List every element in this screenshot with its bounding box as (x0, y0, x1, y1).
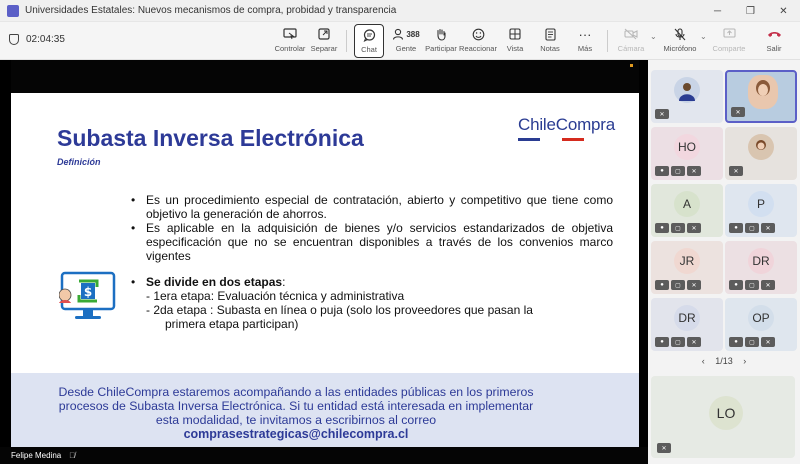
smiley-icon (472, 24, 485, 44)
presenter-name-bar (0, 447, 648, 464)
user-icon: ● (729, 223, 743, 233)
mic-off-icon: 🎙̸ (69, 451, 76, 460)
stage-two-text: - 2da etapa : Subasta en línea o puja (solo los proveedores que pasan la (146, 303, 533, 317)
share-screen-icon (723, 24, 736, 44)
tile-badges (655, 166, 701, 176)
stages-colon: : (282, 275, 286, 289)
computer-money-icon (59, 269, 117, 325)
mic-off-icon: ✕ (657, 443, 671, 453)
notes-button[interactable] (537, 24, 563, 58)
raise-hand-button[interactable] (425, 24, 457, 58)
mic-off-icon (674, 24, 686, 44)
user-icon: ● (655, 280, 669, 290)
mic-off-icon: ✕ (687, 166, 701, 176)
participant-tile-video[interactable] (725, 127, 797, 180)
people-count: 388 (406, 29, 420, 39)
mas-label: Más (577, 44, 593, 53)
participants-gallery (648, 60, 800, 464)
camera-off-icon: ▢ (671, 166, 685, 176)
chilecompra-logo (518, 115, 615, 141)
camera-off-icon: ▢ (745, 223, 759, 233)
notas-label: Notas (540, 44, 560, 53)
slide-subtitle: Definición (57, 157, 101, 167)
title-bar (0, 0, 800, 22)
user-icon: ● (655, 337, 669, 347)
participant-tile[interactable] (725, 298, 797, 351)
tile-badges (655, 280, 701, 290)
mic-off-icon: ✕ (687, 337, 701, 347)
mic-off-icon: ✕ (687, 223, 701, 233)
more-button[interactable] (572, 24, 598, 58)
bullet-item (131, 193, 613, 221)
mic-off-icon: ✕ (761, 280, 775, 290)
notes-icon (545, 24, 556, 44)
user-icon: ● (655, 223, 669, 233)
bullet-dot-icon: • (131, 221, 136, 235)
participant-photo (748, 75, 778, 109)
shield-icon (9, 34, 19, 45)
bullet-text: Es un procedimiento especial de contratación, abierto y competitivo que tiene como objetivo la generación de ahorros. (146, 193, 613, 221)
participant-initials: DR (674, 305, 700, 331)
footer-line: esta modalidad, te invitamos a escribirnos al correo (155, 413, 437, 427)
bullet-item (131, 221, 613, 263)
vista-label: Vista (506, 44, 524, 53)
participant-tile[interactable] (651, 241, 723, 294)
chat-label: Chat (361, 45, 377, 54)
tile-badges (729, 337, 775, 347)
chat-button[interactable] (354, 24, 384, 58)
footer-email: comprasestrategicas@chilecompra.cl (183, 427, 409, 441)
bullet-dot-icon: • (131, 193, 136, 207)
meeting-toolbar (0, 22, 800, 60)
share-button[interactable] (712, 24, 746, 58)
mic-off-icon: ✕ (687, 280, 701, 290)
mic-off-icon: ✕ (731, 107, 745, 117)
meeting-timer (9, 34, 65, 45)
maximize-icon[interactable]: ❐ (746, 5, 755, 17)
participant-initials: JR (674, 248, 700, 274)
chevron-right-icon[interactable]: › (743, 356, 747, 366)
chevron-left-icon[interactable]: ‹ (701, 356, 705, 366)
more-icon: ··· (578, 26, 592, 42)
bullet-dot-icon: • (131, 275, 136, 289)
participant-tile[interactable] (651, 184, 723, 237)
microfono-label: Micrófono (663, 44, 697, 53)
window-controls (701, 0, 800, 22)
slide-footer (11, 373, 639, 451)
reaccionar-label: Reaccionar (459, 44, 497, 53)
camera-off-icon (624, 24, 638, 44)
slide-top-bar (11, 60, 639, 93)
mic-options-chevron-icon[interactable]: ⌄ (700, 32, 707, 41)
camera-options-chevron-icon[interactable]: ⌄ (650, 32, 657, 41)
participant-tile-large[interactable] (651, 376, 795, 458)
footer-line: procesos de Subasta Inversa Electrónica. Si tu entidad está interesada en implementar (58, 399, 534, 413)
controlar-button[interactable] (273, 24, 307, 58)
phone-hangup-icon (767, 24, 782, 44)
grid-view-icon (509, 24, 521, 44)
salir-label: Salir (766, 44, 782, 53)
camera-off-icon: ▢ (745, 337, 759, 347)
view-button[interactable] (502, 24, 528, 58)
footer-message (11, 385, 581, 441)
camera-off-icon: ▢ (671, 223, 685, 233)
participant-tile[interactable] (725, 241, 797, 294)
participant-photo (748, 134, 774, 160)
leave-button[interactable] (760, 24, 788, 58)
mic-off-icon: ✕ (655, 109, 669, 119)
user-icon: ● (655, 166, 669, 176)
svg-text:$: $ (83, 285, 93, 299)
tile-badges (731, 107, 745, 117)
hand-icon (435, 24, 447, 44)
tile-badges (729, 166, 743, 176)
camera-off-icon: ▢ (745, 280, 759, 290)
logo-text: ChileCompra (518, 115, 616, 134)
definition-bullets (131, 193, 613, 331)
people-icon (392, 24, 419, 44)
separar-button[interactable] (309, 24, 339, 58)
stage-two-text-continued: primera etapa participan) (165, 317, 299, 331)
indicator-dot (630, 64, 633, 67)
gallery-pager (648, 356, 800, 366)
screen-control-icon (283, 24, 297, 44)
separar-label: Separar (310, 44, 338, 53)
react-button[interactable] (460, 24, 496, 58)
user-icon: ● (729, 280, 743, 290)
participant-tile[interactable] (651, 298, 723, 351)
controlar-label: Controlar (274, 44, 306, 53)
window-title: Universidades Estatales: Nuevos mecanismos de compra, probidad y transparencia (25, 5, 397, 16)
tile-badges (655, 109, 669, 119)
slide-title: Subasta Inversa Electrónica (57, 125, 364, 151)
participant-initials: DR (748, 248, 774, 274)
tile-badges (655, 223, 701, 233)
gente-label: Gente (395, 44, 417, 53)
mic-off-icon: ✕ (729, 166, 743, 176)
stage-one-text: - 1era etapa: Evaluación técnica y administrativa (146, 289, 405, 303)
bullet-item (131, 275, 613, 289)
microphone-button[interactable] (662, 24, 698, 58)
participant-tile-active-speaker[interactable] (725, 70, 797, 123)
mic-off-icon: ✕ (761, 223, 775, 233)
tile-badges (729, 223, 775, 233)
participant-initials: LO (709, 396, 743, 430)
toolbar-divider (346, 30, 347, 52)
participant-initials: HO (674, 134, 700, 160)
participant-tile[interactable] (725, 184, 797, 237)
chat-icon (363, 25, 376, 45)
tile-badges (655, 337, 701, 347)
logo-flag-bar (518, 138, 615, 141)
participant-tile[interactable] (651, 127, 723, 180)
user-icon: ● (729, 337, 743, 347)
pop-out-icon (318, 24, 330, 44)
presenter-name: Felipe Medina (11, 451, 62, 460)
camara-label: Cámara (617, 44, 645, 53)
stages-heading: Se divide en dos etapas (146, 275, 283, 289)
tile-badges (729, 280, 775, 290)
participant-photo (674, 77, 700, 103)
pager-text: 1/13 (715, 356, 733, 366)
participant-tile-video[interactable] (651, 70, 723, 123)
close-icon[interactable]: ✕ (779, 5, 788, 17)
participant-initials: P (748, 191, 774, 217)
bullet-text: Es aplicable en la adquisición de bienes y/o servicios estandarizados de objetiva especificación que no se encuentran disponibles a través de los convenios marco vigentes (146, 221, 613, 263)
camera-off-icon: ▢ (671, 280, 685, 290)
camera-button[interactable] (615, 24, 647, 58)
toolbar-divider (607, 30, 608, 52)
shared-screen-stage (0, 60, 648, 464)
footer-line: Desde ChileCompra estaremos acompañando a las entidades públicas en los primeros (58, 385, 534, 399)
comparte-label: Comparte (712, 44, 746, 53)
presentation-slide (11, 93, 639, 464)
teams-app-icon (7, 5, 19, 17)
people-button[interactable] (390, 24, 422, 58)
participant-initials: OP (748, 305, 774, 331)
camera-off-icon: ▢ (671, 337, 685, 347)
participar-label: Participar (425, 44, 457, 53)
mic-off-icon: ✕ (761, 337, 775, 347)
participant-initials: A (674, 191, 700, 217)
timer-text: 02:04:35 (26, 34, 65, 45)
minimize-icon[interactable]: ─ (713, 5, 722, 17)
